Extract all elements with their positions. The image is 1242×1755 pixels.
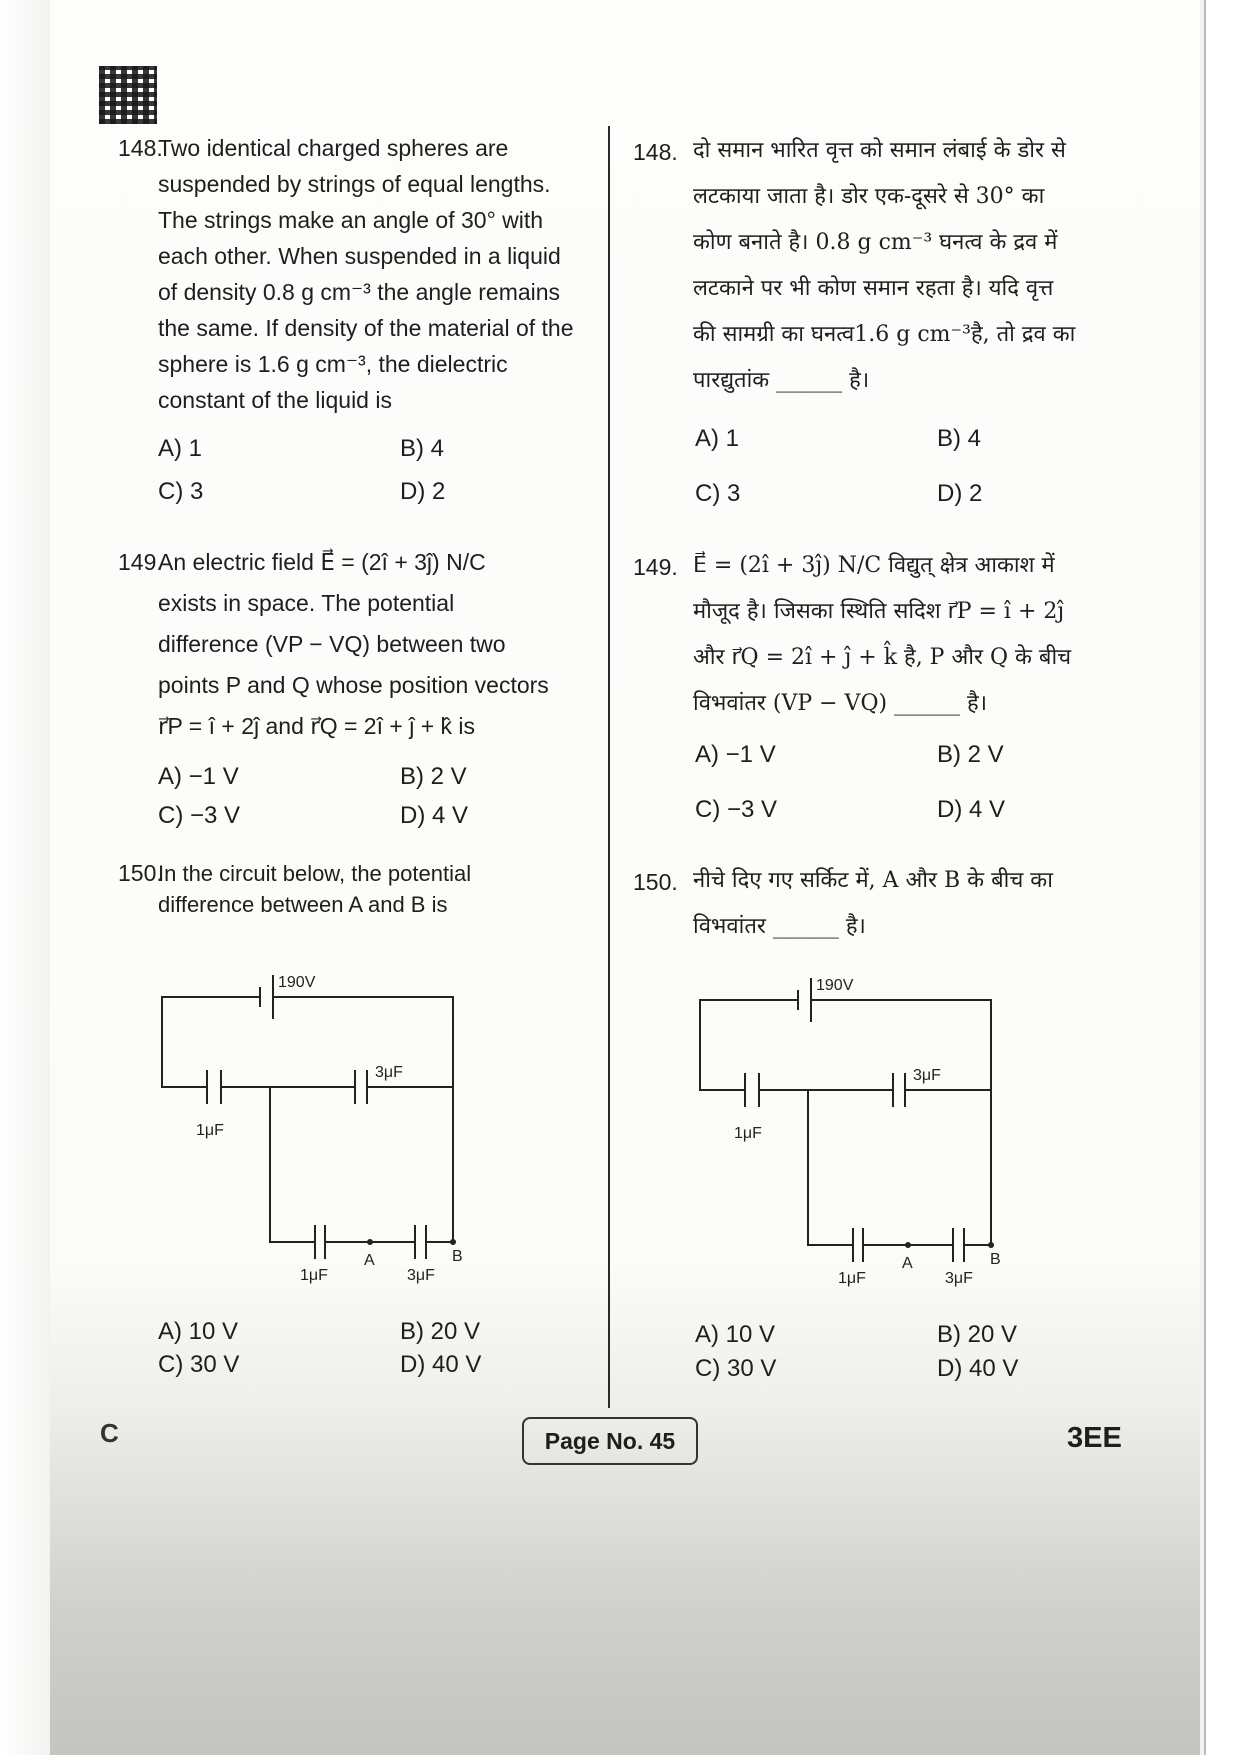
question-line: of density 0.8 g cm⁻³ the angle remains: [158, 279, 561, 305]
question-line: difference between A and B is: [158, 892, 448, 917]
battery-symbol: [798, 978, 811, 1022]
option-a[interactable]: A) 10 V: [158, 1318, 239, 1345]
capacitor-top-right-label: 3μF: [375, 1064, 403, 1081]
question-line: r⃗P = î + 2ĵ and r⃗Q = 2î + ĵ + k̂ is: [158, 713, 476, 739]
node-b-label: B: [990, 1251, 1001, 1268]
capacitor-top-right-label: 3μF: [913, 1067, 941, 1084]
option-c[interactable]: C) 30 V: [158, 1351, 240, 1378]
column-divider: [608, 126, 610, 1408]
node-a-dot: [367, 1239, 373, 1245]
node-b-dot: [450, 1239, 456, 1245]
option-a[interactable]: A) −1 V: [158, 763, 239, 790]
option-a[interactable]: A) 10 V: [695, 1321, 776, 1348]
question-number: 150.: [633, 869, 678, 895]
question-line: constant of the liquid is: [158, 387, 392, 413]
question-line: Two identical charged spheres are: [158, 135, 509, 161]
question-line: the same. If density of the material of the: [158, 315, 574, 341]
option-d[interactable]: D) 2: [400, 478, 446, 505]
option-a[interactable]: A) −1 V: [695, 741, 776, 768]
set-letter: C: [100, 1418, 119, 1448]
question-text: [693, 543, 1163, 727]
capacitor-bottom-left-label: 1μF: [300, 1267, 328, 1284]
capacitor-bottom-left: [853, 1228, 863, 1262]
question-line: points P and Q whose position vectors: [158, 672, 549, 698]
option-c[interactable]: C) 3: [158, 478, 204, 505]
capacitor-left: [745, 1073, 759, 1107]
question-line: नीचे दिए गए सर्किट में, A और B के बीच का: [693, 868, 1053, 893]
paper-code: 3EE: [1067, 1422, 1122, 1454]
question-line: विभवांतर (VP − VQ) ______ है।: [693, 691, 988, 716]
capacitor-left-label: 1μF: [196, 1122, 224, 1139]
capacitor-bottom-right-label: 3μF: [407, 1267, 435, 1284]
question-line: दो समान भारित वृत्त को समान लंबाई के डोर से: [693, 138, 1066, 163]
node-b-dot: [988, 1242, 994, 1248]
battery-symbol: [260, 975, 273, 1019]
option-d[interactable]: D) 40 V: [937, 1355, 1019, 1382]
qr-code-icon: [99, 66, 157, 124]
question-number: 148.: [118, 135, 163, 161]
capacitor-bottom-left: [315, 1225, 325, 1259]
node-b-label: B: [452, 1248, 463, 1265]
question-line: लटकाया जाता है। डोर एक-दूसरे से 30° का: [693, 184, 1045, 209]
node-a-label: A: [902, 1255, 913, 1272]
circuit-wires: [162, 997, 453, 1242]
option-c[interactable]: C) 3: [695, 480, 741, 507]
option-d[interactable]: D) 2: [937, 480, 983, 507]
capacitor-bottom-right: [953, 1228, 964, 1262]
question-line: की सामग्री का घनत्व1.6 g cm⁻³है, तो द्रव का: [693, 322, 1076, 347]
question-line: sphere is 1.6 g cm⁻³, the dielectric: [158, 351, 508, 377]
question-line: difference (VP − VQ) between two: [158, 631, 506, 657]
circuit-diagram: [150, 965, 470, 1290]
circuit-diagram: [688, 968, 1008, 1293]
question-line: each other. When suspended in a liquid: [158, 243, 561, 269]
question-line: लटकाने पर भी कोण समान रहता है। यदि वृत्त: [693, 276, 1054, 301]
option-b[interactable]: B) 20 V: [937, 1321, 1018, 1348]
capacitor-top-right: [893, 1073, 905, 1107]
capacitor-bottom-left-label: 1μF: [838, 1270, 866, 1287]
option-c[interactable]: C) −3 V: [695, 796, 778, 823]
question-text: [158, 542, 598, 747]
question-line: suspended by strings of equal lengths.: [158, 171, 551, 197]
option-a[interactable]: A) 1: [158, 435, 203, 462]
option-d[interactable]: D) 4 V: [400, 802, 469, 829]
option-a[interactable]: A) 1: [695, 425, 740, 452]
page-number-box: Page No. 45: [522, 1417, 698, 1465]
question-line: In the circuit below, the potential: [158, 861, 472, 886]
question-text: [158, 858, 598, 920]
option-d[interactable]: D) 40 V: [400, 1351, 482, 1378]
page-edge-right: [1204, 0, 1242, 1755]
question-line: और r⃗Q = 2î + ĵ + k̂ है, P और Q के बीच: [693, 645, 1072, 670]
capacitor-top-right: [355, 1070, 367, 1104]
node-a-label: A: [364, 1252, 375, 1269]
option-b[interactable]: B) 20 V: [400, 1318, 481, 1345]
question-line: An electric field E⃗ = (2î + 3ĵ) N/C: [158, 549, 486, 575]
question-line: कोण बनाते है। 0.8 g cm⁻³ घनत्व के द्रव में: [693, 230, 1058, 255]
capacitor-bottom-right: [415, 1225, 426, 1259]
question-line: E⃗ = (2î + 3ĵ) N/C विद्युत् क्षेत्र आकाश में: [693, 553, 1055, 578]
question-text: [693, 858, 1163, 950]
battery-label: 190V: [816, 977, 854, 994]
capacitor-bottom-right-label: 3μF: [945, 1270, 973, 1287]
option-c[interactable]: C) −3 V: [158, 802, 241, 829]
question-text: [693, 128, 1163, 404]
question-line: The strings make an angle of 30° with: [158, 207, 544, 233]
question-text: [158, 130, 598, 418]
question-line: विभवांतर ______ है।: [693, 914, 866, 939]
option-b[interactable]: B) 2 V: [937, 741, 1004, 768]
question-line: exists in space. The potential: [158, 590, 455, 616]
question-number: 149.: [118, 549, 163, 575]
option-d[interactable]: D) 4 V: [937, 796, 1006, 823]
battery-label: 190V: [278, 974, 316, 991]
question-number: 150.: [118, 860, 163, 886]
option-c[interactable]: C) 30 V: [695, 1355, 777, 1382]
question-line: पारद्युतांक ______ है।: [693, 368, 870, 393]
capacitor-left-label: 1μF: [734, 1125, 762, 1142]
page-shadow-left: [0, 0, 50, 1755]
option-b[interactable]: B) 4: [400, 435, 445, 462]
option-b[interactable]: B) 4: [937, 425, 982, 452]
option-b[interactable]: B) 2 V: [400, 763, 467, 790]
node-a-dot: [905, 1242, 911, 1248]
question-number: 149.: [633, 554, 678, 580]
circuit-wires: [700, 1000, 991, 1245]
question-line: मौजूद है। जिसका स्थिति सदिश r⃗P = î + 2ĵ: [693, 599, 1065, 624]
capacitor-left: [207, 1070, 221, 1104]
question-number: 148.: [633, 139, 678, 165]
